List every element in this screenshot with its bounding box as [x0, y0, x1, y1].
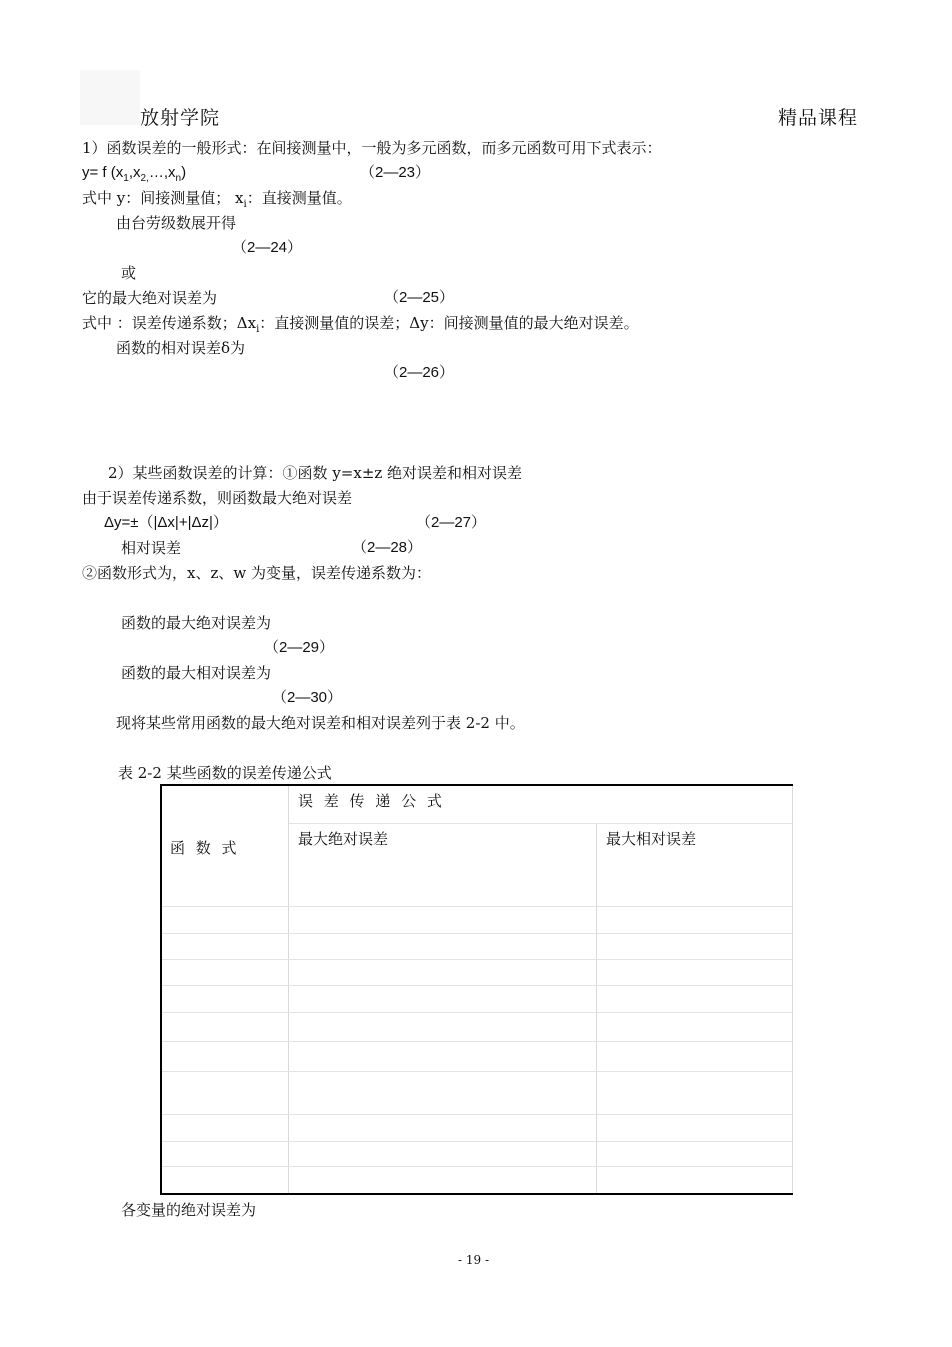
group-header-cell: [289, 786, 793, 824]
table-row: [161, 986, 793, 1013]
eq-number-2-30: （2—30）: [272, 689, 343, 706]
table-row: [161, 1042, 793, 1072]
taylor-expansion-text: 由台劳级数展开得: [116, 214, 237, 232]
col3-header-cell: [597, 824, 793, 907]
col3-header: 最大相对误差: [606, 830, 697, 848]
max-rel-error-label: 函数的最大相对误差为: [121, 664, 272, 682]
col1-header: 函 数 式: [170, 839, 240, 857]
table-top-rule: [160, 784, 793, 786]
eq-number-2-25: （2—25）: [384, 289, 455, 306]
transfer-coef-text: 由于误差传递系数，则函数最大绝对误差: [82, 489, 353, 507]
table-intro-text: 现将某些常用函数的最大绝对误差和相对误差列于表 2-2 中。: [116, 714, 525, 732]
table-row: [161, 960, 793, 986]
col1-header-cell: [161, 786, 289, 907]
group-header: 误 差 传 递 公 式: [298, 792, 445, 810]
function-form-text: ②函数形式为，x、z、w 为变量，误差传递系数为：: [82, 564, 431, 582]
max-abs-error-text: 它的最大绝对误差为: [82, 289, 218, 307]
header-right: 精品课程: [778, 107, 859, 129]
table-row: [161, 1115, 793, 1142]
max-abs-error-label: 函数的最大绝对误差为: [121, 614, 272, 632]
error-propagation-table: [160, 785, 793, 1194]
after-table-text: 各变量的绝对误差为: [121, 1201, 257, 1219]
table-bottom-rule: [160, 1193, 793, 1195]
or-text: 或: [121, 264, 137, 282]
where-clause-line: 式中 ：误差传递系数；$\Delta x_i$：直接测量值的误差；Δy：间接测量值的最大绝对误差。: [82, 314, 639, 335]
table-row: [161, 1013, 793, 1042]
eq-number-2-28: （2—28）: [352, 539, 423, 556]
table-left-rule: [160, 785, 162, 1194]
relative-error-label: 相对误差: [121, 539, 182, 557]
table-row: [161, 934, 793, 960]
table-row: [161, 1142, 793, 1167]
section-2-heading: 2）某些函数误差的计算：①函数 y=x±z 绝对误差和相对误差: [108, 464, 523, 482]
eq-number-2-24: （2—24）: [232, 239, 303, 256]
page-number: - 19 -: [458, 1253, 490, 1267]
eq-number-2-23: （2—23）: [360, 164, 431, 181]
scan-artifact: [80, 70, 140, 125]
eq-number-2-26: （2—26）: [384, 364, 455, 381]
definition-line: 式中 y：间接测量值； $x_i$：直接测量值。: [82, 189, 352, 210]
col2-header: 最大绝对误差: [298, 830, 389, 848]
para-general-form: 1）函数误差的一般形式：在间接测量中，一般为多元函数，而多元函数可用下式表示：: [82, 139, 662, 157]
eq-number-2-29: （2—29）: [264, 639, 335, 656]
table-caption: 表 2-2 某些函数的误差传递公式: [118, 764, 332, 782]
eq-number-2-27: （2—27）: [416, 514, 487, 531]
table-row: [161, 1167, 793, 1194]
relative-error-text: 函数的相对误差δ为: [116, 339, 246, 357]
formula-line-2-23: y= f $(x_1,x_{2,}\dots,x_n)$: [82, 164, 187, 184]
header-left: 放射学院: [140, 107, 221, 129]
table-row: [161, 1072, 793, 1115]
formula-2-27: Δy=±（|Δx|+|Δz|）: [104, 514, 228, 531]
col2-header-cell: [289, 824, 597, 907]
table-row: [161, 907, 793, 934]
